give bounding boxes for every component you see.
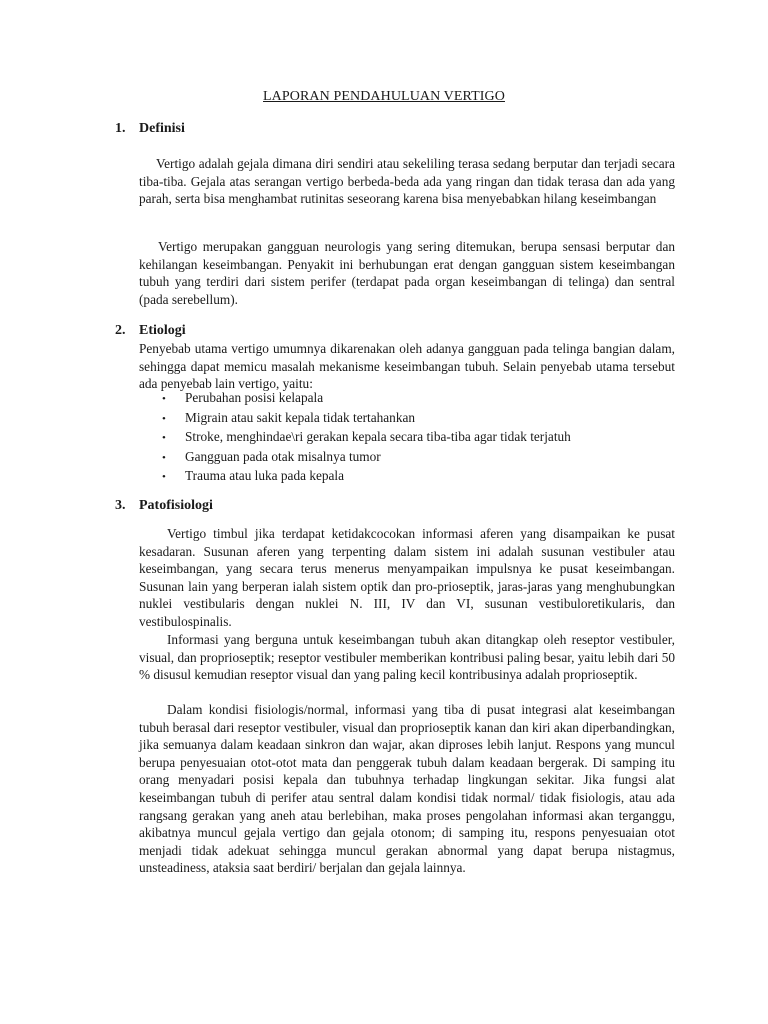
section-title: Etiologi: [139, 323, 186, 338]
etiologi-intro: Penyebab utama vertigo umumnya dikarenakan oleh adanya gangguan pada telinga bangian dalam, sehingga dapat memicu masalah mekanisme keseimbangan tubuh. Selain penyebab utama tersebut ada penyebab lain vertigo, yaitu:: [139, 341, 675, 392]
bullet-icon: •: [162, 451, 166, 464]
bullet-icon: •: [162, 432, 166, 445]
patofisiologi-paragraph-3: Dalam kondisi fisiologis/normal, informasi yang tiba di pusat integrasi alat keseimbangan tubuh berasal dari reseptor vestibuler, visual dan proprioseptik kanan dan kiri akan diperbandingkan, jika semuanya dalam keadaan sinkron dan wajar, akan diproses lebih lanjut. Respons yang muncul berupa penyesuaian otot-otot mata dan penggerak tubuh dalam keadaan bergerak. Di samping itu orang menyadari posisi kepala dan tubuhnya terhadap lingkungan sekitar. Jika fungsi alat keseimbangan tubuh di perifer atau sentral dalam kondisi tidak normal/ tidak fisiologis, atau ada rangsang gerakan yang aneh atau berlebihan, maka proses pengolahan informasi akan terganggu, akibatnya muncul gejala vertigo dan gejala otonom; di samping itu, respons penyesuaian otot menjadi tidak adekuat sehingga muncul gerakan abnormal yang dapat berupa nistagmus, unsteadiness, ataksia saat berdiri/ berjalan dan gejala lainnya.: [139, 702, 675, 876]
patofisiologi-paragraph-1: Vertigo timbul jika terdapat ketidakcocokan informasi aferen yang disampaikan ke pusat kesadaran. Susunan aferen yang terpenting dalam sistem ini adalah susunan vestibuler atau keseimbangan, yang secara terus menerus menyampaikan impulsnya ke pusat keseimbangan. Susunan lain yang berperan ialah sistem optik dan pro-prioseptik, jaras-jaras yang menghubungkan nuklei vestibularis dengan nuklei N. III, IV dan VI, susunan vestibuloretikularis, dan vestibulospinalis.: [139, 526, 675, 629]
section-heading-patofisiologi: [115, 498, 213, 514]
definisi-paragraph-2: Vertigo merupakan gangguan neurologis yang sering ditemukan, berupa sensasi berputar dan kehilangan keseimbangan. Penyakit ini berhubungan erat dengan gangguan sistem keseimbangan tubuh yang terdiri dari sistem perifer (terdapat pada organ keseimbangan di telinga) dan sentral (pada serebellum).: [139, 239, 675, 307]
document-title: LAPORAN PENDAHULUAN VERTIGO: [263, 89, 505, 104]
section-heading-definisi: [115, 121, 185, 137]
list-item: • Stroke, menghindae\ri gerakan kepala secara tiba-tiba agar tidak terjatuh: [139, 428, 675, 448]
list-item: • Gangguan pada otak misalnya tumor: [139, 448, 675, 468]
etiologi-cause-list: [139, 389, 675, 487]
bullet-icon: •: [162, 471, 166, 484]
list-item: • Trauma atau luka pada kepala: [139, 467, 675, 487]
section-number: 3.: [115, 498, 126, 513]
bullet-icon: •: [162, 412, 166, 425]
section-number: 1.: [115, 121, 126, 136]
definisi-paragraph-1: Vertigo adalah gejala dimana diri sendiri atau sekeliling terasa sedang berputar dan terjadi secara tiba-tiba. Gejala atas serangan vertigo berbeda-beda ada yang ringan dan tidak terasa dan ada yang parah, serta bisa menghambat rutinitas seseorang karena bisa menyebabkan hilang keseimbangan: [139, 156, 675, 207]
list-item: • Migrain atau sakit kepala tidak tertahankan: [139, 409, 675, 429]
section-number: 2.: [115, 323, 126, 338]
section-title: Definisi: [139, 121, 185, 136]
section-heading-etiologi: [115, 323, 186, 339]
list-item: • Perubahan posisi kelapala: [139, 389, 675, 409]
section-title: Patofisiologi: [139, 498, 213, 513]
bullet-icon: •: [162, 393, 166, 405]
patofisiologi-paragraph-2: Informasi yang berguna untuk keseimbangan tubuh akan ditangkap oleh reseptor vestibuler, visual, dan proprioseptik; reseptor vestibuler memberikan kontribusi paling besar, yaitu lebih dari 50 % disusul kemudian reseptor visual dan yang paling kecil kontribusinya adalah proprioseptik.: [139, 632, 675, 683]
